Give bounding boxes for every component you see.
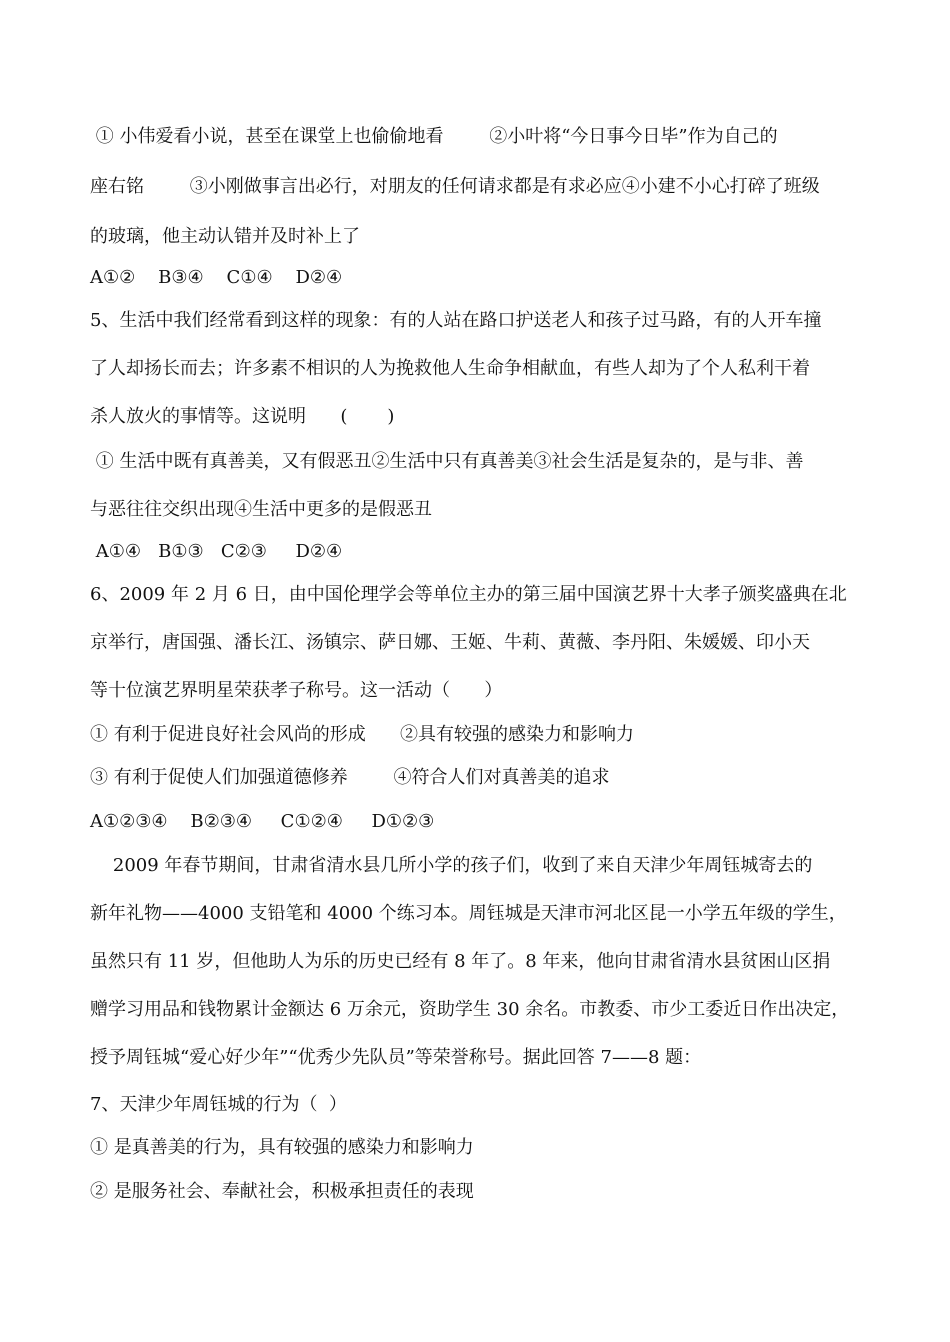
- q7-option-2: ② 是服务社会、奉献社会，积极承担责任的表现: [90, 1181, 474, 1202]
- q6-stem-line-2: 京举行，唐国强、潘长江、汤镇宗、萨日娜、王姬、牛莉、黄薇、李丹阳、朱媛媛、印小天: [90, 632, 810, 653]
- q6-option-line-2: ③ 有利于促使人们加强道德修养 ④符合人们对真善美的追求: [90, 767, 610, 788]
- q6-stem-line-3: 等十位演艺界明星荣获孝子称号。这一活动（ ）: [90, 680, 503, 701]
- q5-options-line-1: ① 生活中既有真善美，又有假恶丑②生活中只有真善美③社会生活是复杂的，是与非、善: [90, 451, 804, 472]
- passage-line-3: 虽然只有 11 岁，但他助人为乐的历史已经有 8 年了。8 年来，他向甘肃省清水县贫困山区捐: [90, 951, 831, 972]
- q5-answer-choices: A①④ B①③ C②③ D②④: [90, 541, 343, 562]
- passage-line-4: 赠学习用品和钱物累计金额达 6 万余元，资助学生 30 余名。市教委、市少工委近日作出决定，: [90, 999, 850, 1020]
- q5-stem-line-2: 了人却扬长而去；许多素不相识的人为挽救他人生命争相献血，有些人却为了个人私利干着: [90, 358, 810, 379]
- q6-option-line-1: ① 有利于促进良好社会风尚的形成 ②具有较强的感染力和影响力: [90, 724, 635, 745]
- q5-stem-line-1: 5、生活中我们经常看到这样的现象：有的人站在路口护送老人和孩子过马路，有的人开车撞: [90, 310, 822, 331]
- q7-option-1: ① 是真善美的行为，具有较强的感染力和影响力: [90, 1137, 474, 1158]
- passage-line-5: 授予周钰城“爱心好少年”“优秀少先队员”等荣誉称号。据此回答 7——8 题：: [90, 1047, 702, 1068]
- q4-options-line-2: 座右铭 ③小刚做事言出必行，对朋友的任何请求都是有求必应④小建不小心打碎了班级: [90, 176, 820, 197]
- q6-stem-line-1: 6、2009 年 2 月 6 日，由中国伦理学会等单位主办的第三届中国演艺界十大孝子颁奖盛典在北: [90, 584, 847, 605]
- q5-stem-line-3: 杀人放火的事情等。这说明 ( ): [90, 406, 395, 427]
- q4-options-line-1: ① 小伟爱看小说，甚至在课堂上也偷偷地看 ②小叶将“今日事今日毕”作为自己的: [90, 126, 778, 147]
- q4-options-line-3: 的玻璃，他主动认错并及时补上了: [90, 226, 360, 247]
- q4-answer-choices: A①② B③④ C①④ D②④: [90, 267, 343, 288]
- q6-answer-choices: A①②③④ B②③④ C①②④ D①②③: [90, 811, 435, 832]
- q5-options-line-2: 与恶往往交织出现④生活中更多的是假恶丑: [90, 499, 432, 520]
- q7-stem: 7、天津少年周钰城的行为（ ）: [90, 1094, 347, 1115]
- passage-line-1: 2009 年春节期间，甘肃省清水县几所小学的孩子们，收到了来自天津少年周钰城寄去的: [90, 855, 813, 876]
- passage-line-2: 新年礼物——4000 支铅笔和 4000 个练习本。周钰城是天津市河北区昆一小学五年级的学生，: [90, 903, 847, 924]
